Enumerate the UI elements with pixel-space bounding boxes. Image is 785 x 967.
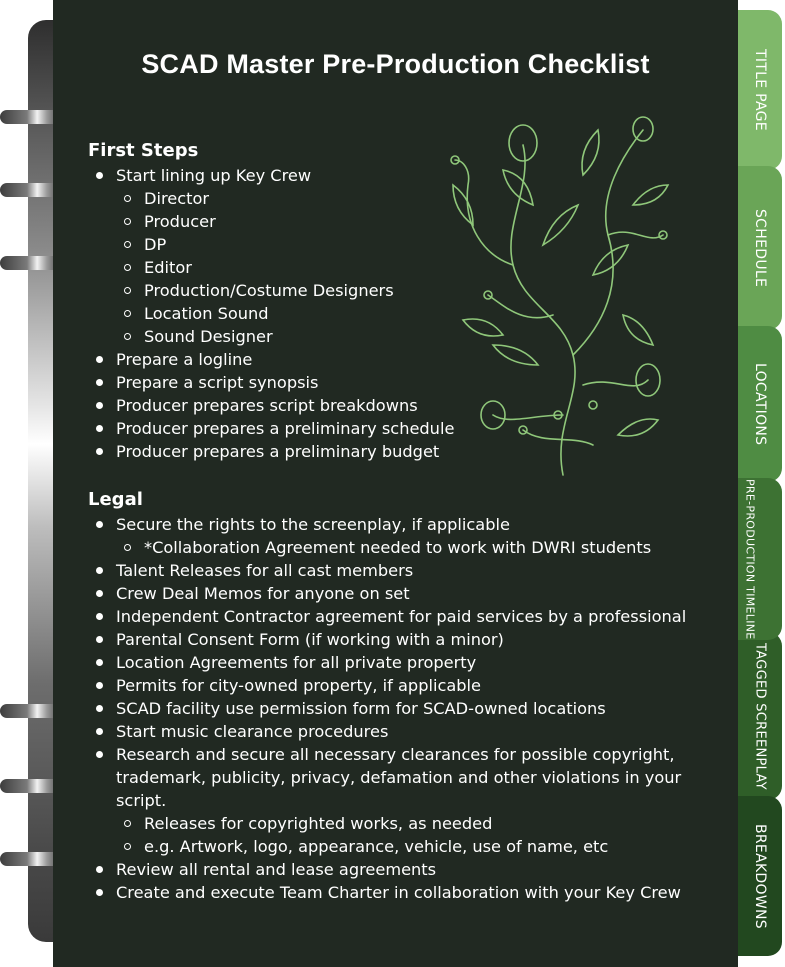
tab-schedule[interactable]	[738, 166, 782, 330]
list-item: Producer prepares a preliminary budget	[116, 440, 439, 463]
list-item: Director	[144, 187, 209, 210]
tab-label: LOCATIONS	[752, 362, 768, 446]
list-item: Sound Designer	[144, 325, 273, 348]
tab-title-page[interactable]	[738, 10, 782, 170]
list-item: Review all rental and lease agreements	[116, 858, 436, 881]
binder-ring	[0, 256, 60, 270]
list-item: Production/Costume Designers	[144, 279, 394, 302]
list-item: Prepare a script synopsis	[116, 371, 318, 394]
binder-ring	[0, 852, 60, 866]
list-item: Crew Deal Memos for anyone on set	[116, 582, 410, 605]
list-item-continuation: trademark, publicity, privacy, defamation and other violations in your	[116, 768, 682, 787]
list-item: Talent Releases for all cast members	[116, 559, 413, 582]
checklist-page	[53, 0, 738, 967]
floral-illustration	[433, 115, 683, 495]
list-item: Start lining up Key Crew	[116, 164, 311, 187]
list-item: Start music clearance procedures	[116, 720, 388, 743]
page-title: SCAD Master Pre-Production Checklist	[141, 49, 650, 79]
list-item: Parental Consent Form (if working with a minor)	[116, 628, 504, 651]
list-item: Producer prepares script breakdowns	[116, 394, 418, 417]
list-item: Create and execute Team Charter in collaboration with your Key Crew	[116, 881, 681, 904]
tab-locations[interactable]	[738, 326, 782, 482]
list-item: Releases for copyrighted works, as needed	[144, 812, 492, 835]
tab-label: TITLE PAGE	[752, 49, 768, 131]
list-item: Prepare a logline	[116, 348, 252, 371]
tab-label: PRE-PRODUCTION TIMELINE	[743, 478, 757, 640]
binder-ring	[0, 779, 60, 793]
binder-ring	[0, 183, 60, 197]
tab-breakdowns[interactable]	[738, 796, 782, 956]
list-item: Producer prepares a preliminary schedule	[116, 417, 454, 440]
list-item: SCAD facility use permission form for SCAD-owned locations	[116, 697, 606, 720]
list-item: Producer	[144, 210, 216, 233]
list-item-continuation: script.	[116, 791, 167, 810]
list-item: Editor	[144, 256, 192, 279]
list-item: Research and secure all necessary clearances for possible copyright,	[116, 743, 674, 766]
tab-label: TAGGED SCREENPLAY	[752, 642, 768, 790]
binder-ring	[0, 704, 60, 718]
list-item: e.g. Artwork, logo, appearance, vehicle, use of name, etc	[144, 835, 608, 858]
list-item: Secure the rights to the screenplay, if applicable	[116, 513, 510, 536]
list-item: Permits for city-owned property, if applicable	[116, 674, 481, 697]
list-item: DP	[144, 233, 166, 256]
binder-ring	[0, 110, 60, 124]
list-item: *Collaboration Agreement needed to work with DWRI students	[144, 536, 651, 559]
list-item: Independent Contractor agreement for paid services by a professional	[116, 605, 686, 628]
section-heading-first-steps: First Steps	[88, 140, 199, 161]
tab-label: SCHEDULE	[752, 208, 768, 288]
tab-tagged-screenplay[interactable]	[738, 632, 782, 800]
tab-label: BREAKDOWNS	[752, 823, 768, 929]
list-item: Location Agreements for all private property	[116, 651, 476, 674]
list-item: Location Sound	[144, 302, 269, 325]
section-heading-legal: Legal	[88, 489, 143, 510]
